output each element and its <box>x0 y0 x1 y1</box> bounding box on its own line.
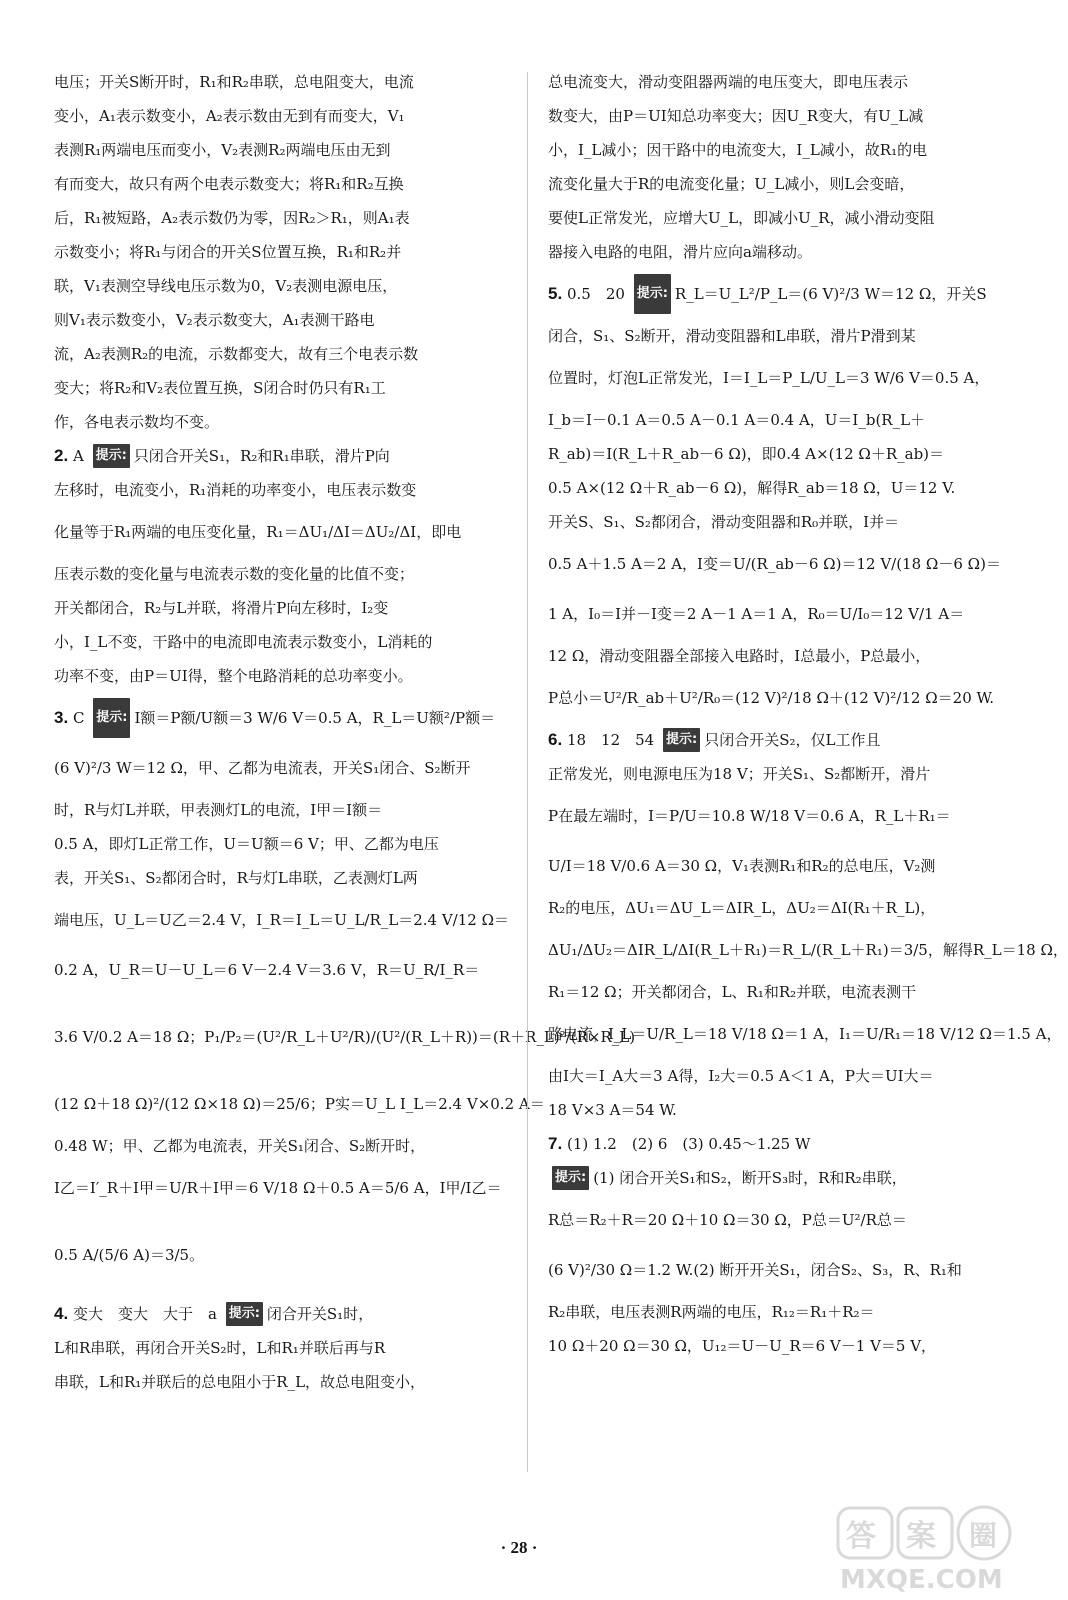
line-text: (1) 闭合开关S₁和S₂，断开S₃时，R和R₂串联， <box>593 1169 907 1187</box>
right-column-line <box>548 544 1001 584</box>
right-column-line <box>548 1064 992 1088</box>
line-text: 0.5 A＋1.5 A＝2 A，I变＝U/(R_ab－6 Ω)＝12 V/(18 Ω－6 Ω)＝ <box>548 555 1001 573</box>
left-column-line <box>54 274 506 298</box>
right-column-line <box>548 1300 992 1324</box>
right-column-line <box>548 510 992 534</box>
line-text: 只闭合开关S₂，仅L工作且 <box>704 731 881 749</box>
right-column-line <box>548 678 995 718</box>
right-column <box>548 70 1068 1368</box>
line-text: 0.5 A×(12 Ω＋R_ab－6 Ω)，解得R_ab＝18 Ω，U＝12 V. <box>548 479 956 497</box>
line-text: 开关都闭合，R₂与L并联，将滑片P向左移时，I₂变 <box>54 599 389 617</box>
hint-badge: 提示: <box>634 274 671 314</box>
line-text: 只闭合开关S₁，R₂和R₁串联，滑片P向 <box>133 447 390 465</box>
question-number: 4. <box>54 1304 69 1323</box>
right-column-line <box>548 1250 992 1290</box>
right-column-line <box>548 1132 992 1156</box>
line-text: R₂的电压，ΔU₁＝ΔU_L＝ΔIR_L，ΔU₂＝ΔI(R₁＋R_L)， <box>548 899 936 917</box>
left-column-line <box>54 138 506 162</box>
left-column-line <box>54 240 506 264</box>
line-text: 示数变小；将R₁与闭合的开关S位置互换，R₁和R₂并 <box>54 243 402 261</box>
line-text: 表，开关S₁、S₂都闭合时，R与灯L串联，乙表测灯L两 <box>54 869 418 887</box>
hint-badge: 提示: <box>552 1166 589 1190</box>
left-column-line <box>54 748 506 788</box>
left-column-line <box>54 342 506 366</box>
line-text: 3.6 V/0.2 A＝18 Ω；P₁/P₂＝(U²/R_L＋U²/R)/(U²/(R_L＋R))＝(R＋R_L)²/(R×R_L) <box>54 1028 636 1046</box>
left-column-line <box>54 444 506 468</box>
left-column-line <box>54 410 506 434</box>
line-text: P在最左端时，I＝P/U＝10.8 W/18 V＝0.6 A，R_L＋R₁＝ <box>548 807 951 825</box>
line-text: 0.2 A，U_R＝U－U_L＝6 V－2.4 V＝3.6 V，R＝U_R/I_R＝ <box>54 961 480 979</box>
line-text: L和R串联，再闭合开关S₂时，L和R₁并联后再与R <box>54 1339 386 1357</box>
line-text: 功率不变，由P＝UI得，整个电路消耗的总功率变小。 <box>54 667 413 685</box>
left-column-line <box>54 1218 506 1292</box>
line-text: U/I＝18 V/0.6 A＝30 Ω，V₁表测R₁和R₂的总电压，V₂测 <box>548 857 936 875</box>
left-column-line <box>54 104 506 128</box>
line-text: 变小，A₁表示数变小，A₂表示数由无到有而变大，V₁ <box>54 107 405 125</box>
line-text: 0.5 A，即灯L正常工作，U＝U额＝6 V；甲、乙都为电压 <box>54 835 439 853</box>
line-text: 由I大＝I_A大＝3 A得，I₂大＝0.5 A＜1 A，P大＝UI大＝ <box>548 1067 934 1085</box>
line-text: R_ab)＝I(R_L＋R_ab－6 Ω)，即0.4 A×(12 Ω＋R_ab)＝ <box>548 445 945 463</box>
left-column-line <box>54 1134 506 1158</box>
right-column-line <box>548 1200 992 1240</box>
svg-text:答: 答 <box>846 1519 876 1554</box>
line-text: 则V₁表示数变小，V₂表示数变大，A₁表测干路电 <box>54 311 375 329</box>
line-text: ΔU₁/ΔU₂＝ΔIR_L/ΔI(R_L＋R₁)＝R_L/(R_L＋R₁)＝3/5，解得R_L＝18 Ω， <box>548 941 1068 959</box>
left-column-line <box>54 1168 506 1208</box>
line-text: R₂串联，电压表测R两端的电压，R₁₂＝R₁＋R₂＝ <box>548 1303 875 1321</box>
left-column-line <box>54 206 506 230</box>
left-column-line <box>54 562 506 586</box>
right-column-line <box>548 324 992 348</box>
answer-text: 变大 变大 大于 a <box>72 1305 217 1323</box>
answer-text: (1) 1.2 (2) 6 (3) 0.45～1.25 W <box>566 1135 811 1153</box>
line-text: 位置时，灯泡L正常发光，I＝I_L＝P_L/U_L＝3 W/6 V＝0.5 A， <box>548 369 990 387</box>
line-text: 总电流变大，滑动变阻器两端的电压变大，即电压表示 <box>548 73 909 91</box>
left-column-line <box>54 866 506 890</box>
line-text: 1 A，I₀＝I并－I变＝2 A－1 A＝1 A，R₀＝U/I₀＝12 V/1 A＝ <box>548 605 965 623</box>
right-column-line <box>548 358 992 398</box>
line-text: 18 V×3 A＝54 W. <box>548 1101 677 1119</box>
line-text: 闭合开关S₁时， <box>266 1305 374 1323</box>
left-column-line <box>54 950 506 990</box>
left-column-line <box>54 172 506 196</box>
line-text: 串联，L和R₁并联后的总电阻小于R_L，故总电阻变小， <box>54 1373 426 1391</box>
line-text: 路电流，I_L＝U/R_L＝18 V/18 Ω＝1 A，I₁＝U/R₁＝18 V/12 Ω＝1.5 A， <box>548 1025 1062 1043</box>
right-column-line <box>548 896 992 920</box>
column-divider <box>527 72 528 1472</box>
line-text: (12 Ω＋18 Ω)²/(12 Ω×18 Ω)＝25/6；P实＝U_L I_L＝2.4 V×0.2 A＝ <box>54 1095 545 1113</box>
left-column-line <box>54 664 506 688</box>
left-column-line <box>54 376 506 400</box>
right-column-line <box>548 274 992 314</box>
right-column-line <box>548 980 992 1004</box>
left-column-line <box>54 478 506 502</box>
hint-badge: 提示: <box>93 444 130 468</box>
line-text: 表测R₁两端电压而变小，V₂表测R₂两端电压由无到 <box>54 141 391 159</box>
right-column-line <box>548 172 992 196</box>
right-column-line <box>548 408 992 432</box>
svg-text:MXQE.COM: MXQE.COM <box>840 1565 1003 1595</box>
line-text: 0.5 A/(5/6 A)＝3/5。 <box>54 1246 205 1264</box>
line-text: 作，各电表示数均不变。 <box>54 413 220 431</box>
right-column-line <box>548 762 992 786</box>
left-column-line <box>54 308 506 332</box>
line-text: (6 V)²/3 W＝12 Ω，甲、乙都为电流表，开关S₁闭合、S₂断开 <box>54 759 471 777</box>
line-text: R_L＝U_L²/P_L＝(6 V)²/3 W＝12 Ω，开关S <box>674 285 987 303</box>
right-column-line <box>548 796 992 836</box>
left-column-line <box>54 1000 636 1074</box>
left-column-line <box>54 798 506 822</box>
svg-text:案: 案 <box>906 1519 936 1554</box>
left-column-line <box>54 630 506 654</box>
line-text: 压表示数的变化量与电流表示数的变化量的比值不变； <box>54 565 415 583</box>
right-column-line <box>548 644 992 668</box>
answer-text: 0.5 20 <box>566 285 625 303</box>
right-column-line <box>548 1166 992 1190</box>
page-number: · 28 · <box>500 1538 538 1557</box>
line-text: 左移时，电流变小，R₁消耗的功率变小，电压表示数变 <box>54 481 417 499</box>
line-text: 有而变大，故只有两个电表示数变大；将R₁和R₂互换 <box>54 175 404 193</box>
line-text: 小，I_L不变，干路中的电流即电流表示数变小，L消耗的 <box>54 633 433 651</box>
right-column-line <box>548 70 992 94</box>
right-column-line <box>548 594 992 634</box>
right-column-line <box>548 240 992 264</box>
line-text: 正常发光，则电源电压为18 V；开关S₁、S₂都断开，滑片 <box>548 765 931 783</box>
line-text: 要使L正常发光，应增大U_L，即减小U_R，减小滑动变阻 <box>548 209 935 227</box>
line-text: 闭合，S₁、S₂断开，滑动变阻器和L串联，滑片P滑到某 <box>548 327 916 345</box>
left-column-line <box>54 698 506 738</box>
line-text: 小，I_L减小；因干路中的电流变大，I_L减小，故R₁的电 <box>548 141 928 159</box>
left-column-line <box>54 1370 506 1394</box>
right-column-line <box>548 206 992 230</box>
line-text: 10 Ω＋20 Ω＝30 Ω，U₁₂＝U－U_R＝6 V－1 V＝5 V， <box>548 1337 937 1355</box>
line-text: R总＝R₂＋R＝20 Ω＋10 Ω＝30 Ω，P总＝U²/R总＝ <box>548 1211 907 1229</box>
left-column-line <box>54 70 506 94</box>
left-column-line <box>54 1302 506 1326</box>
right-column-line <box>548 104 992 128</box>
left-column-line <box>54 832 506 856</box>
line-text: (6 V)²/30 Ω＝1.2 W.(2) 断开开关S₁，闭合S₂、S₃，R、R₁和 <box>548 1261 962 1279</box>
right-column-line <box>548 1014 1062 1054</box>
question-number: 7. <box>548 1134 563 1153</box>
question-number: 3. <box>54 708 69 727</box>
line-text: 后，R₁被短路，A₂表示数仍为零，因R₂＞R₁，则A₁表 <box>54 209 410 227</box>
left-column-line <box>54 1336 506 1360</box>
hint-badge: 提示: <box>663 728 700 752</box>
answer-text: 18 12 54 <box>566 731 655 749</box>
left-column-line <box>54 596 506 620</box>
hint-badge: 提示: <box>93 698 130 738</box>
line-text: 联，V₁表测空导线电压示数为0，V₂表测电源电压， <box>54 277 398 295</box>
right-column-line <box>548 728 992 752</box>
answer-text: A <box>72 447 84 465</box>
right-column-line <box>548 930 1068 970</box>
line-text: P总小＝U²/R_ab＋U²/R₀＝(12 V)²/18 Ω＋(12 V)²/12 Ω＝20 W. <box>548 689 995 707</box>
question-number: 6. <box>548 730 563 749</box>
line-text: 数变大，由P＝UI知总功率变大；因U_R变大，有U_L减 <box>548 107 924 125</box>
hint-badge: 提示: <box>226 1302 263 1326</box>
right-column-line <box>548 846 992 886</box>
right-column-line <box>548 442 992 466</box>
line-text: 器接入电路的电阻，滑片应向a端移动。 <box>548 243 812 261</box>
right-column-line <box>548 138 992 162</box>
line-text: 变大；将R₂和V₂表位置互换，S闭合时仍只有R₁工 <box>54 379 386 397</box>
line-text: 开关S、S₁、S₂都闭合，滑动变阻器和R₀并联，I并＝ <box>548 513 900 531</box>
line-text: 0.48 W；甲、乙都为电流表，开关S₁闭合、S₂断开时， <box>54 1137 426 1155</box>
question-number: 2. <box>54 446 69 465</box>
line-text: 电压；开关S断开时，R₁和R₂串联，总电阻变大，电流 <box>54 73 414 91</box>
question-number: 5. <box>548 284 563 303</box>
line-text: R₁＝12 Ω；开关都闭合，L、R₁和R₂并联，电流表测干 <box>548 983 917 1001</box>
line-text: 12 Ω，滑动变阻器全部接入电路时，I总最小，P总最小， <box>548 647 931 665</box>
right-column-line <box>548 476 992 500</box>
answer-text: C <box>72 709 85 727</box>
left-column-line <box>54 1084 545 1124</box>
line-text: I_b＝I－0.1 A＝0.5 A－0.1 A＝0.4 A，U＝I_b(R_L＋ <box>548 411 926 429</box>
line-text: 时，R与灯L并联，甲表测灯L的电流，I甲＝I额＝ <box>54 801 383 819</box>
line-text: 流，A₂表测R₂的电流，示数都变大，故有三个电表示数 <box>54 345 419 363</box>
line-text: 端电压，U_L＝U乙＝2.4 V，I_R＝I_L＝U_L/R_L＝2.4 V/12 Ω＝ <box>54 911 510 929</box>
line-text: I额＝P额/U额＝3 W/6 V＝0.5 A，R_L＝U额²/P额＝ <box>134 709 496 727</box>
left-column-line <box>54 900 510 940</box>
left-column-line <box>54 512 506 552</box>
right-column-line <box>548 1098 992 1122</box>
line-text: 化量等于R₁两端的电压变化量，R₁＝ΔU₁/ΔI＝ΔU₂/ΔI，即电 <box>54 523 462 541</box>
line-text: 流变化量大于R的电流变化量；U_L减小，则L会变暗， <box>548 175 915 193</box>
right-column-line <box>548 1334 992 1358</box>
svg-text:圈: 圈 <box>969 1519 998 1552</box>
line-text: I乙＝I′_R＋I甲＝U/R＋I甲＝6 V/18 Ω＋0.5 A＝5/6 A，I甲/I乙＝ <box>54 1179 502 1197</box>
